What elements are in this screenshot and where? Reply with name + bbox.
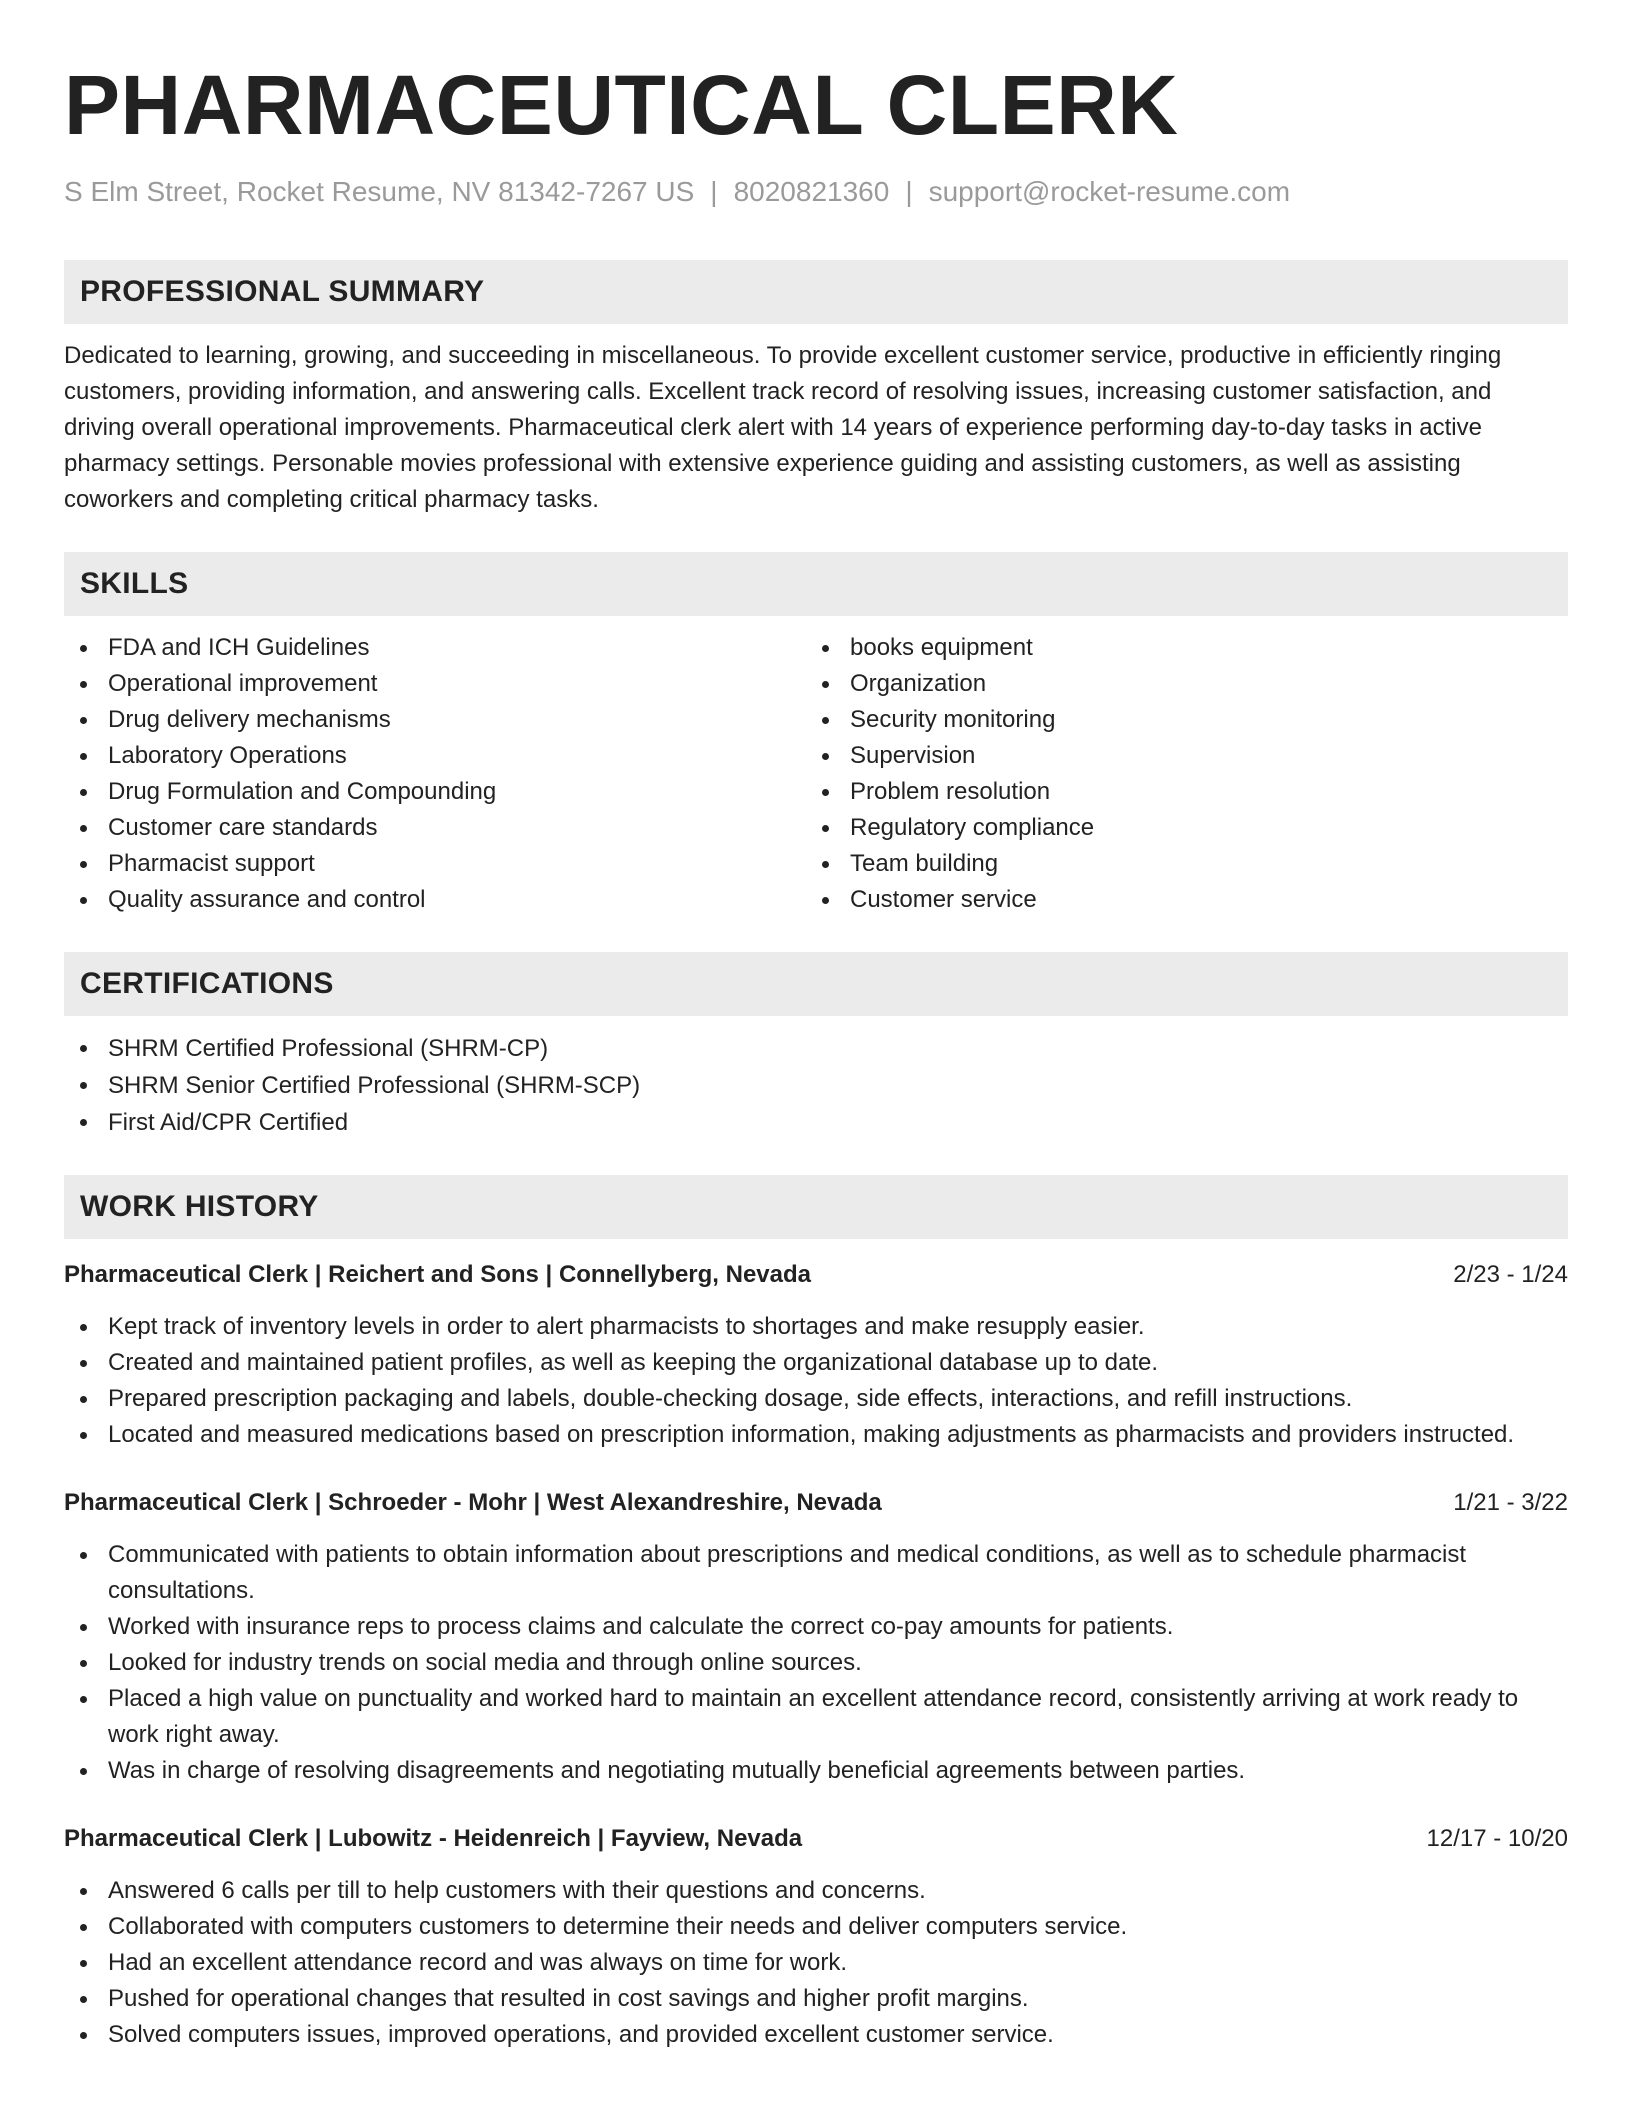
- skill-item: Security monitoring: [806, 702, 1548, 738]
- contact-phone: 8020821360: [733, 176, 890, 207]
- contact-line: [64, 174, 1568, 210]
- job-title: Pharmaceutical Clerk | Schroeder - Mohr | West Alexandreshire, Nevada: [64, 1489, 882, 1516]
- contact-separator: |: [905, 176, 913, 207]
- skill-item: Operational improvement: [64, 666, 806, 702]
- work-history-list: [64, 1257, 1568, 2053]
- job-heading: [64, 1821, 1568, 1857]
- skill-item: Customer care standards: [64, 810, 806, 846]
- candidate-name: PHARMACEUTICAL CLERK: [64, 58, 1179, 152]
- section-header-skills: SKILLS: [64, 552, 1568, 616]
- contact-separator: |: [710, 176, 718, 207]
- job-duty-item: Created and maintained patient profiles, as well as keeping the organizational database up to date.: [64, 1345, 1568, 1381]
- skill-item: Drug Formulation and Compounding: [64, 774, 806, 810]
- job-duties-list: [64, 1537, 1568, 1789]
- job-title: Pharmaceutical Clerk | Lubowitz - Heidenreich | Fayview, Nevada: [64, 1825, 803, 1852]
- job-duties-list: [64, 1309, 1568, 1453]
- skills-columns: [64, 630, 1568, 918]
- job-duty-item: Worked with insurance reps to process claims and calculate the correct co-pay amounts for patients.: [64, 1609, 1568, 1645]
- job-duty-item: Prepared prescription packaging and labels, double-checking dosage, side effects, interactions, and refill instructions.: [64, 1381, 1568, 1417]
- certification-item: SHRM Senior Certified Professional (SHRM-SCP): [64, 1067, 1568, 1104]
- skill-item: Team building: [806, 846, 1548, 882]
- resume-page: [64, 50, 1568, 2053]
- skill-item: Quality assurance and control: [64, 882, 806, 918]
- job-duty-item: Placed a high value on punctuality and worked hard to maintain an excellent attendance record, consistently arriving at work ready to work right away.: [64, 1681, 1568, 1753]
- job-duties-list: [64, 1873, 1568, 2053]
- job-dates: 2/23 - 1/24: [1453, 1261, 1568, 1288]
- section-header-work-history: WORK HISTORY: [64, 1175, 1568, 1239]
- job-duty-item: Was in charge of resolving disagreements and negotiating mutually beneficial agreements between parties.: [64, 1753, 1568, 1789]
- skills-right-column: [806, 630, 1548, 918]
- job-duty-item: Collaborated with computers customers to determine their needs and deliver computers service.: [64, 1909, 1568, 1945]
- skill-item: Laboratory Operations: [64, 738, 806, 774]
- skill-item: Customer service: [806, 882, 1548, 918]
- section-header-summary: PROFESSIONAL SUMMARY: [64, 260, 1568, 324]
- job-duty-item: Had an excellent attendance record and was always on time for work.: [64, 1945, 1568, 1981]
- skill-item: Regulatory compliance: [806, 810, 1548, 846]
- job-dates: 12/17 - 10/20: [1426, 1825, 1568, 1852]
- job-duty-item: Solved computers issues, improved operations, and provided excellent customer service.: [64, 2017, 1568, 2053]
- job-heading: [64, 1257, 1568, 1293]
- skill-item: Organization: [806, 666, 1548, 702]
- contact-email: support@rocket-resume.com: [928, 176, 1291, 207]
- job-duty-item: Looked for industry trends on social media and through online sources.: [64, 1645, 1568, 1681]
- job-duty-item: Communicated with patients to obtain information about prescriptions and medical conditions, as well as to schedule pharmacist consultations.: [64, 1537, 1568, 1609]
- job-entry: [64, 1257, 1568, 1453]
- job-duty-item: Answered 6 calls per till to help customers with their questions and concerns.: [64, 1873, 1568, 1909]
- skill-item: Problem resolution: [806, 774, 1548, 810]
- job-duty-item: Located and measured medications based on prescription information, making adjustments as pharmacists and providers instructed.: [64, 1417, 1568, 1453]
- job-entry: [64, 1485, 1568, 1789]
- skill-item: FDA and ICH Guidelines: [64, 630, 806, 666]
- contact-address: S Elm Street, Rocket Resume, NV 81342-7267 US: [64, 176, 695, 207]
- skill-item: Supervision: [806, 738, 1548, 774]
- skill-item: books equipment: [806, 630, 1548, 666]
- skills-left-column: [64, 630, 806, 918]
- job-duty-item: Pushed for operational changes that resulted in cost savings and higher profit margins.: [64, 1981, 1568, 2017]
- certification-item: First Aid/CPR Certified: [64, 1104, 1568, 1141]
- certifications-list: [64, 1030, 1568, 1141]
- summary-text: Dedicated to learning, growing, and succeeding in miscellaneous. To provide excellent customer service, productive in efficiently ringing customers, providing information, and answering calls. Excellent track record of resolving issues, increasing customer satisfaction, and driving overall operational improvements. Pharmaceutical clerk alert with 14 years of experience performing day-to-day tasks in active pharmacy settings. Personable movies professional with extensive experience guiding and assisting customers, as well as assisting coworkers and completing critical pharmacy tasks.: [64, 342, 1502, 513]
- job-duty-item: Kept track of inventory levels in order to alert pharmacists to shortages and make resupply easier.: [64, 1309, 1568, 1345]
- job-dates: 1/21 - 3/22: [1453, 1489, 1568, 1516]
- section-header-certifications: CERTIFICATIONS: [64, 952, 1568, 1016]
- certification-item: SHRM Certified Professional (SHRM-CP): [64, 1030, 1568, 1067]
- job-entry: [64, 1821, 1568, 2053]
- job-heading: [64, 1485, 1568, 1521]
- skill-item: Pharmacist support: [64, 846, 806, 882]
- skill-item: Drug delivery mechanisms: [64, 702, 806, 738]
- job-title: Pharmaceutical Clerk | Reichert and Sons | Connellyberg, Nevada: [64, 1261, 812, 1288]
